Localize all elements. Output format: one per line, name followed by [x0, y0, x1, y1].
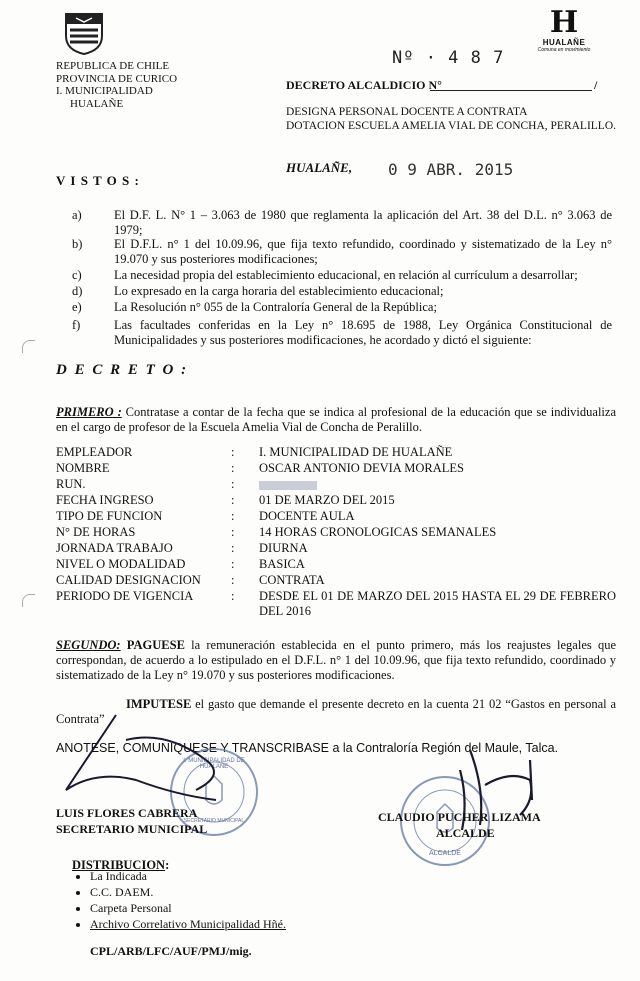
stamp-text: I. MUNICIPALIDAD DE HUALAÑE	[183, 758, 245, 770]
field-value: OSCAR ANTONIO DEVIA MORALES	[259, 461, 464, 475]
anotese-line: ANOTESE, COMUNIQUESE Y TRANSCRIBASE a la Contraloría Región del Maule, Talca.	[56, 741, 559, 755]
punch-mark	[22, 594, 35, 607]
field-label: TIPO DE FUNCION	[56, 509, 163, 523]
field-colon: :	[231, 541, 235, 555]
decree-label: DECRETO ALCALDICIO N°	[286, 78, 442, 92]
segundo-bold: PAGUESE	[120, 638, 185, 652]
field-row	[56, 509, 616, 524]
primero-paragraph	[56, 405, 616, 435]
imputese-text: el gasto que demande el presente decreto en la cuenta 21 02 “Gastos en personal a Contrata”	[56, 697, 616, 726]
secretary-title: SECRETARIO MUNICIPAL	[56, 822, 208, 836]
decreto-title: D E C R E T O :	[56, 362, 189, 378]
mayor-name: CLAUDIO PUCHER LIZAMA	[378, 810, 541, 824]
visto-key: a)	[72, 208, 82, 222]
logo-tagline: Comuna en movimiento	[537, 47, 591, 53]
mayor-title: ALCALDE	[436, 826, 495, 840]
decree-slash: /	[594, 78, 598, 92]
field-colon: :	[231, 477, 235, 491]
visto-key: e)	[72, 300, 82, 314]
field-row	[56, 525, 616, 540]
logo-name: HUALAÑE	[542, 38, 586, 47]
field-row	[56, 573, 616, 588]
subject-line-1: DESIGNA PERSONAL DOCENTE A CONTRATA	[286, 106, 528, 118]
field-label: N° DE HORAS	[56, 525, 136, 539]
distribucion-colon: :	[165, 858, 170, 872]
field-row	[56, 557, 616, 572]
field-value: DESDE EL 01 DE MARZO DEL 2015 HASTA EL 29 DE FEBRERO DEL 2016	[259, 589, 616, 618]
field-label: EMPLEADOR	[56, 445, 133, 459]
field-value: DIURNA	[259, 541, 308, 555]
field-row	[56, 493, 616, 508]
visto-text: Lo expresado en la carga horaria del establecimiento educacional;	[114, 284, 444, 298]
decree-number-line	[430, 90, 592, 91]
field-colon: :	[231, 445, 235, 459]
field-row	[56, 477, 616, 492]
primero-label: PRIMERO :	[56, 405, 122, 419]
municipal-crest	[62, 12, 106, 56]
visto-text: La Resolución n° 055 de la Contraloría General de la República;	[114, 300, 437, 314]
visto-item-c	[72, 268, 612, 283]
visto-item-f	[72, 318, 612, 347]
field-label: JORNADA TRABAJO	[56, 541, 173, 555]
primero-text: Contratase a contar de la fecha que se indica al profesional de la educación que se individualiza en el cargo de profesor de la Escuela Amelia Vial de Concha de Peralillo.	[56, 405, 616, 434]
place: HUALAÑE,	[286, 160, 353, 175]
secretary-signature	[56, 700, 256, 810]
list-item: • La Indicada	[90, 868, 286, 884]
field-value: I. MUNICIPALIDAD DE HUALAÑE	[259, 445, 453, 459]
field-label: PERIODO DE VIGENCIA	[56, 589, 194, 603]
visto-item-a	[72, 208, 612, 237]
logo-letter: H	[549, 5, 579, 40]
redacted-run	[259, 477, 616, 492]
list-item: • Archivo Correlativo Municipalidad Hñé.	[90, 916, 286, 932]
visto-key: f)	[72, 318, 81, 332]
field-label: FECHA INGRESO	[56, 493, 154, 507]
field-label: CALIDAD DESIGNACION	[56, 573, 201, 587]
visto-item-d	[72, 284, 612, 299]
field-value: CONTRATA	[259, 573, 325, 587]
field-label: NIVEL O MODALIDAD	[56, 557, 186, 571]
field-label: RUN.	[56, 477, 86, 491]
visto-text: La necesidad propia del establecimiento educacional, en relación al currículum a desarrollar;	[114, 268, 578, 282]
initials-footer: CPL/ARB/LFC/AUF/PMJ/mig.	[90, 944, 252, 958]
issuer-line: I. MUNICIPALIDAD	[56, 85, 153, 97]
field-value: 01 DE MARZO DEL 2015	[259, 493, 395, 507]
field-row	[56, 589, 616, 619]
issuer-block	[56, 60, 216, 110]
issuer-line: HUALAÑE	[70, 97, 124, 110]
field-colon: :	[231, 525, 235, 539]
visto-text: El D.F.L. n° 1 del 10.09.96, que fija texto refundido, coordinado y sistematizado de la Ley n° 19.070 y sus posteriores modificaciones;	[114, 237, 612, 266]
stamp-subtext: SECRETARIO MUNICIPAL	[183, 818, 245, 824]
visto-key: b)	[72, 237, 83, 251]
list-item: • C.C. DAEM.	[90, 884, 286, 900]
field-row	[56, 445, 616, 460]
field-value: 14 HORAS CRONOLOGICAS SEMANALES	[259, 525, 497, 539]
secretary-name: LUIS FLORES CABRERA	[56, 806, 198, 820]
field-label: NOMBRE	[56, 461, 110, 475]
field-colon: :	[231, 589, 235, 603]
segundo-text: la remuneración establecida en el punto primero, más los reajustes legales que correspondan, de acuerdo a lo estipulado en el D.F.L. n° 1 del 10.09.96, que fija texto refundido, coordinado y sistematizado de la Ley n° 19.070 y sus posteriores modificaciones.	[56, 638, 616, 682]
visto-key: d)	[72, 284, 83, 298]
visto-key: c)	[72, 268, 82, 282]
date-stamp: 0 9 ABR. 2015	[388, 160, 514, 179]
field-row	[56, 461, 616, 476]
hualane-logo	[534, 5, 594, 53]
field-colon: :	[231, 493, 235, 507]
list-item: • Carpeta Personal	[90, 900, 286, 916]
visto-text: El D.F. L. N° 1 – 3.063 de 1980 que reglamenta la aplicación del Art. 38 del D.L. n° 3.063 de 1979;	[114, 208, 612, 237]
segundo-paragraph	[56, 638, 616, 683]
issuer-line: PROVINCIA DE CURICO	[56, 72, 178, 85]
distribution-list	[56, 868, 286, 932]
issuer-line: REPUBLICA DE CHILE	[56, 60, 170, 72]
field-colon: :	[231, 573, 235, 587]
vistos-title: V I S T O S :	[56, 173, 140, 188]
decree-number-stamp: Nº · 4 8 7	[392, 48, 505, 68]
field-colon: :	[231, 509, 235, 523]
field-colon: :	[231, 461, 235, 475]
visto-text: Las facultades conferidas en la Ley n° 18.695 de 1988, Ley Orgánica Constitucional de Municipalidades y sus posteriores modificaciones, he acordado y dictó el siguiente:	[114, 318, 612, 347]
field-row	[56, 541, 616, 556]
imputese-bold: IMPUTESE	[126, 697, 192, 711]
field-value: DOCENTE AULA	[259, 509, 355, 523]
visto-item-e	[72, 300, 612, 315]
punch-mark	[22, 340, 35, 353]
subject-line-2: DOTACION ESCUELA AMELIA VIAL DE CONCHA, PERALILLO.	[286, 120, 617, 132]
visto-item-b	[72, 237, 612, 266]
distribucion-label: DISTRIBUCION	[72, 858, 166, 872]
segundo-label: SEGUNDO:	[56, 638, 121, 652]
field-colon: :	[231, 557, 235, 571]
stamp-text: ALCALDE	[429, 850, 461, 857]
field-value: BASICA	[259, 557, 305, 571]
